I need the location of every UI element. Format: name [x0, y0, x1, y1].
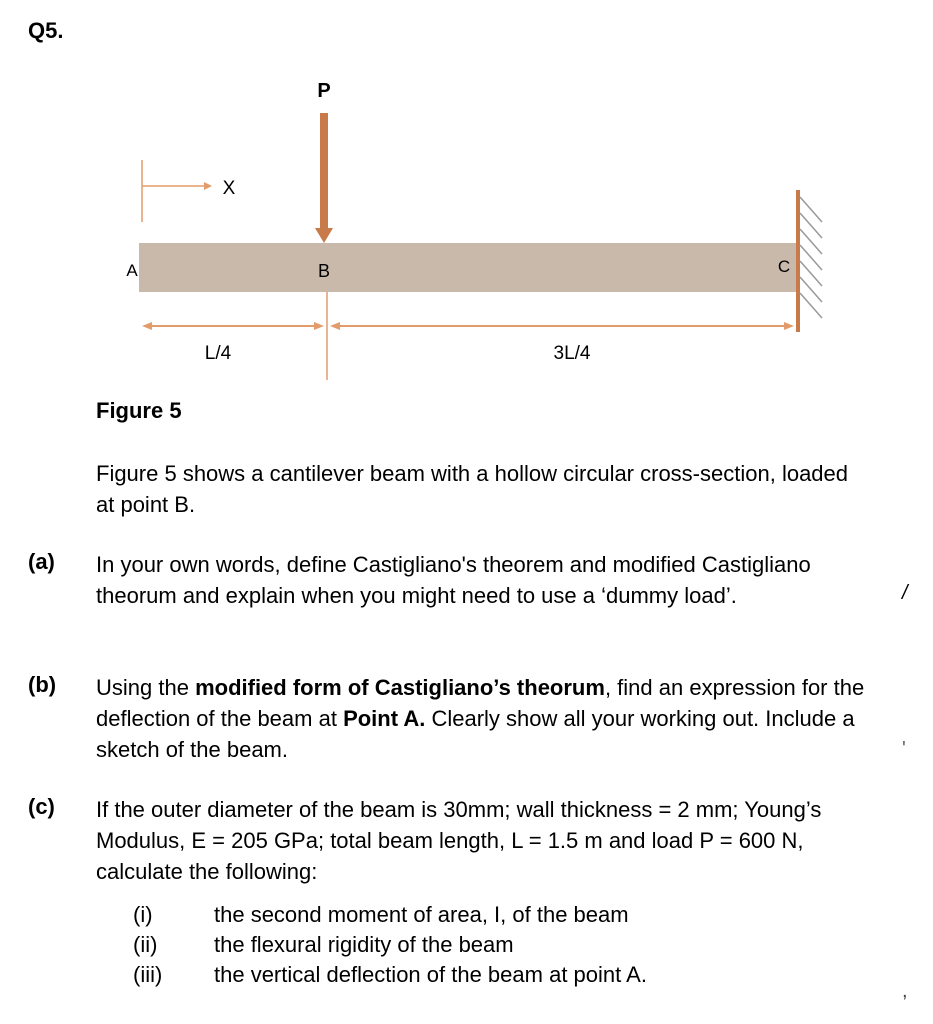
sub-item-text: the flexural rigidity of the beam [214, 932, 514, 957]
margin-mark: , [902, 980, 908, 1002]
part-b-t1: Using the [96, 675, 196, 700]
part-b-bold-2: Point A. [343, 706, 426, 731]
sub-item-text: the second moment of area, I, of the beam [214, 902, 629, 927]
point-b-label: B [317, 261, 331, 281]
sub-item-number: (i) [133, 902, 153, 927]
dimension-left [142, 322, 324, 330]
part-b-label: (b) [28, 672, 57, 697]
part-c-text: If the outer diameter of the beam is 30mm; wall thickness = 2 mm; Young’s Modulus, E = 205 GPa; total beam length, L = 1.5 m and load P = 600 N, calculate the following: [96, 797, 822, 884]
part-a-text: In your own words, define Castigliano's theorem and modified Castigliano theorum and explain when you might need to use a ‘dummy load’. [96, 552, 811, 608]
margin-mark: ' [902, 738, 906, 760]
sub-item-text: the vertical deflection of the beam at point A. [214, 962, 647, 987]
dim-left-label: L/4 [204, 343, 232, 364]
axis-label: X [222, 178, 236, 199]
part-c-label: (c) [28, 794, 55, 819]
sub-item-number: (ii) [133, 932, 158, 957]
figure-caption: Figure 5 [96, 398, 182, 423]
point-c-label: C [777, 257, 791, 276]
beam-figure [0, 0, 933, 400]
part-b-bold-1: modified form of Castigliano’s theorum [195, 675, 605, 700]
beam [139, 243, 798, 292]
sub-item-number: (iii) [133, 962, 163, 987]
load-label: P [317, 80, 331, 102]
intro-text: Figure 5 shows a cantilever beam with a hollow circular cross-section, loaded at point B. [96, 461, 849, 517]
x-axis-indicator [142, 160, 204, 222]
margin-mark: / [902, 582, 908, 604]
dimension-right [330, 322, 794, 330]
part-b-t2: , find an expression for the deflection of the beam at [96, 675, 865, 731]
part-a-label: (a) [28, 549, 55, 574]
point-a-label: A [126, 261, 138, 280]
question-number: Q5. [28, 18, 64, 43]
x-axis-arrowhead [204, 182, 212, 190]
fixed-support-hatching [800, 197, 822, 318]
load-arrow [315, 113, 333, 243]
dim-right-label: 3L/4 [553, 343, 591, 364]
part-b-text [96, 672, 886, 765]
part-b-t3: Clearly show all your working out. Include a sketch of the beam. [96, 706, 855, 762]
